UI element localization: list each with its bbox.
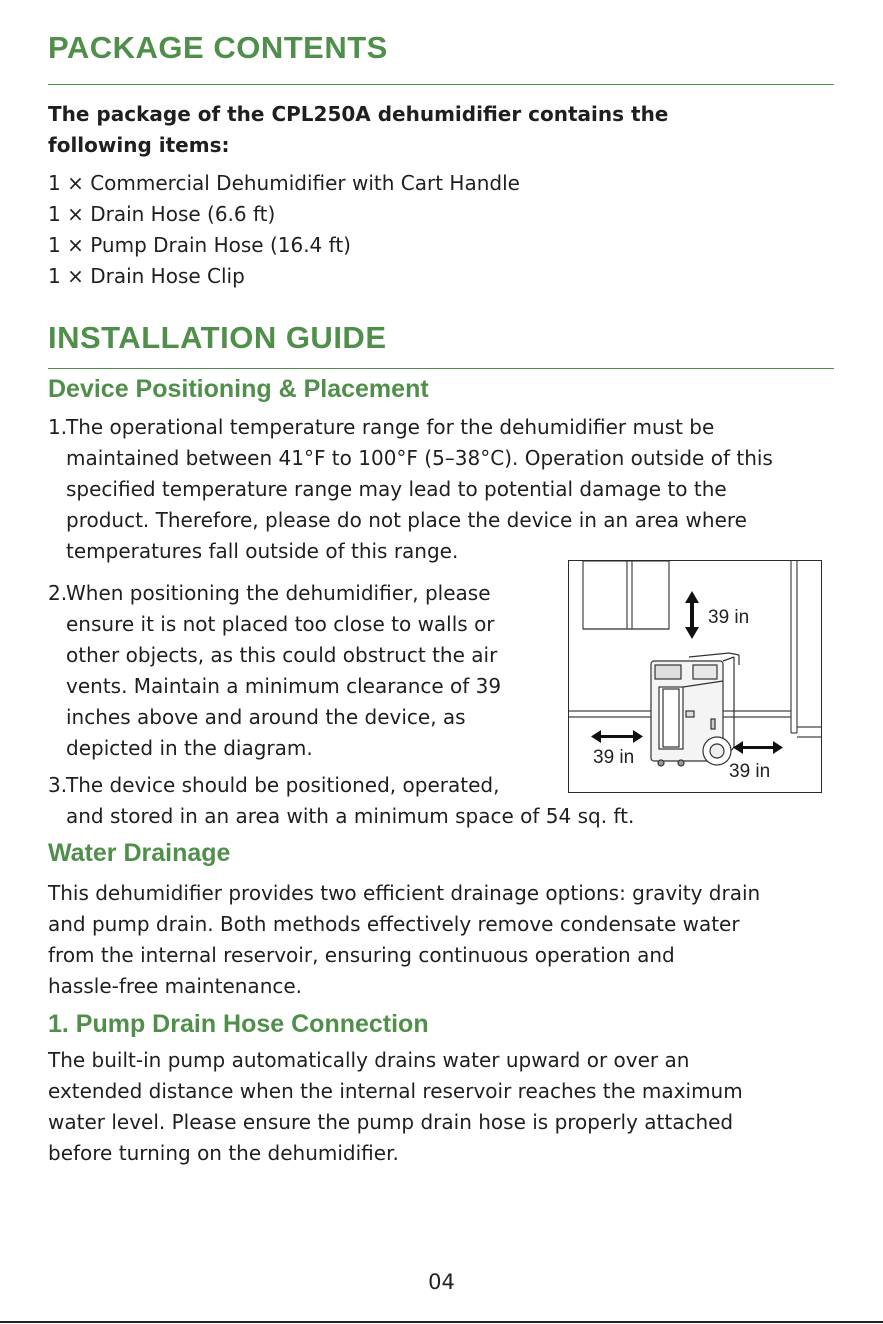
step-text-line: The device should be positioned, operated, <box>66 773 500 797</box>
paragraph-line: The built-in pump automatically drains water upward or over an <box>48 1048 690 1072</box>
clearance-label-left: 39 in <box>593 747 635 768</box>
package-item: 1 × Commercial Dehumidifier with Cart Handle <box>48 171 520 195</box>
clearance-label-right: 39 in <box>729 761 771 782</box>
paragraph-line: This dehumidifier provides two efficient drainage options: gravity drain <box>48 881 761 905</box>
package-intro-line-2: following items: <box>48 133 230 157</box>
package-contents-heading: PACKAGE CONTENTS <box>48 30 388 65</box>
dehumidifier-icon <box>651 653 739 766</box>
step-text-line: maintained between 41°F to 100°F (5–38°C). Operation outside of this <box>66 446 773 470</box>
positioning-heading: Device Positioning & Placement <box>48 375 429 403</box>
paragraph-line: water level. Please ensure the pump drain hose is properly attached <box>48 1110 734 1134</box>
paragraph-line: and pump drain. Both methods effectively remove condensate water <box>48 912 740 936</box>
section-divider <box>48 84 834 85</box>
step-text-line: specified temperature range may lead to potential damage to the <box>66 477 727 501</box>
step-text-line: and stored in an area with a minimum space of 54 sq. ft. <box>66 804 635 828</box>
step-text-line: product. Therefore, please do not place the device in an area where <box>66 508 747 532</box>
package-item: 1 × Pump Drain Hose (16.4 ft) <box>48 233 351 257</box>
step-text-line: vents. Maintain a minimum clearance of 39 <box>66 674 502 698</box>
bottom-rule <box>0 1321 883 1323</box>
pump-drain-heading: 1. Pump Drain Hose Connection <box>48 1010 429 1038</box>
package-item: 1 × Drain Hose Clip <box>48 264 245 288</box>
clearance-label-top: 39 in <box>708 607 750 628</box>
clearance-diagram <box>568 560 822 793</box>
paragraph-line: before turning on the dehumidifier. <box>48 1141 399 1165</box>
step-text-line: ensure it is not placed too close to walls or <box>66 612 495 636</box>
step-text-line: other objects, as this could obstruct the air <box>66 643 498 667</box>
page-number: 04 <box>428 1270 455 1294</box>
step-text-line: temperatures fall outside of this range. <box>66 539 459 563</box>
step-text-line: The operational temperature range for the dehumidifier must be <box>66 415 715 439</box>
paragraph-line: extended distance when the internal reservoir reaches the maximum <box>48 1079 743 1103</box>
installation-guide-heading: INSTALLATION GUIDE <box>48 320 387 355</box>
step-number: 3. <box>48 773 68 797</box>
section-divider <box>48 368 834 369</box>
package-intro-line-1: The package of the CPL250A dehumidifier contains the <box>48 102 669 126</box>
paragraph-line: hassle-free maintenance. <box>48 974 303 998</box>
package-item: 1 × Drain Hose (6.6 ft) <box>48 202 276 226</box>
water-drainage-heading: Water Drainage <box>48 839 231 867</box>
step-text-line: When positioning the dehumidifier, please <box>66 581 491 605</box>
step-number: 2. <box>48 581 68 605</box>
step-number: 1. <box>48 415 68 439</box>
paragraph-line: from the internal reservoir, ensuring continuous operation and <box>48 943 675 967</box>
step-text-line: depicted in the diagram. <box>66 736 313 760</box>
step-text-line: inches above and around the device, as <box>66 705 466 729</box>
